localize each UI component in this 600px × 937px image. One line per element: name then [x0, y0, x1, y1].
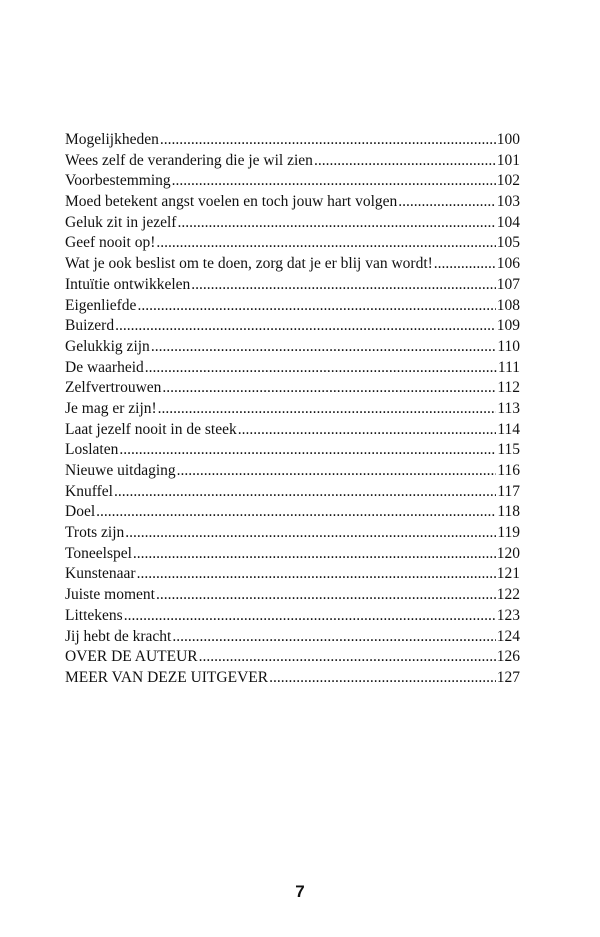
toc-entry-title: Gelukkig zijn	[65, 337, 150, 355]
toc-entry-title: Mogelijkheden	[65, 131, 159, 148]
toc-leader-dots	[96, 502, 496, 523]
toc-leader-dots	[158, 399, 497, 420]
toc-entry	[65, 337, 520, 358]
toc-entry-title: Eigenliefde	[65, 296, 137, 314]
toc-entry-page: 119	[497, 524, 520, 542]
toc-entry-title: Geluk zit in jezelf	[65, 213, 177, 231]
toc-entry-page: 107	[496, 275, 520, 293]
toc-entry	[65, 544, 520, 565]
toc-entry-page: 116	[497, 462, 520, 479]
toc-entry-title: Voorbestemming	[65, 172, 171, 190]
toc-entry-title: Kunstenaar	[65, 565, 136, 583]
toc-leader-dots	[172, 627, 495, 648]
toc-entry	[65, 171, 520, 192]
toc-leader-dots	[398, 192, 495, 213]
toc-entry-page: 127	[496, 668, 520, 686]
toc-leader-dots	[137, 296, 495, 317]
toc-entry-page: 109	[496, 317, 520, 335]
toc-leader-dots	[124, 606, 496, 627]
toc-entry-title: OVER DE AUTEUR	[65, 648, 198, 666]
toc-entry-title: Wat je ook beslist om te doen, zorg dat je er blij van wordt!	[65, 255, 433, 273]
toc-entry-page: 120	[496, 544, 520, 562]
toc-entry-title: Toneelspel	[65, 544, 132, 562]
toc-entry-title: Buizerd	[65, 317, 115, 335]
toc-entry-title: Trots zijn	[65, 524, 125, 542]
toc-leader-dots	[269, 668, 496, 689]
toc-entry	[65, 151, 520, 172]
toc-entry	[65, 627, 520, 648]
toc-entry	[65, 482, 520, 503]
toc-entry-page: 103	[496, 193, 520, 211]
toc-leader-dots	[151, 337, 497, 358]
toc-entry-title: Moed betekent angst voelen en toch jouw hart volgen	[65, 193, 398, 211]
toc-leader-dots	[314, 151, 496, 172]
page-number: 7	[295, 882, 305, 901]
toc-entry-page: 122	[496, 586, 520, 604]
toc-entry-page: 123	[496, 606, 520, 624]
toc-entry	[65, 378, 520, 399]
toc-entry-page: 110	[497, 337, 520, 355]
toc-entry-page: 117	[497, 482, 520, 500]
toc-entry	[65, 564, 520, 585]
toc-leader-dots	[162, 378, 496, 399]
toc-entry	[65, 130, 520, 151]
toc-entry-page: 100	[496, 131, 520, 148]
toc-entry-title: Zelfvertrouwen	[65, 379, 162, 397]
toc-entry-title: Nieuwe uitdaging	[65, 462, 176, 479]
toc-leader-dots	[114, 482, 496, 503]
toc-entry	[65, 192, 520, 213]
toc-leader-dots	[434, 254, 496, 275]
toc-leader-dots	[115, 316, 496, 337]
toc-entry-page: 118	[497, 503, 520, 521]
toc-entry	[65, 440, 520, 461]
toc-entry	[65, 358, 520, 379]
toc-entry-page: 126	[496, 648, 520, 666]
toc-entry	[65, 296, 520, 317]
toc-leader-dots	[133, 544, 496, 565]
toc-entry-title: Juiste moment	[65, 586, 155, 604]
toc-leader-dots	[156, 585, 496, 606]
toc-entry	[65, 420, 520, 441]
toc-entry-page: 106	[496, 255, 520, 273]
toc-entry-page: 111	[497, 358, 520, 376]
toc-entry-page: 112	[497, 379, 520, 397]
toc-entry	[65, 668, 520, 689]
toc-leader-dots	[160, 130, 496, 151]
toc-entry	[65, 275, 520, 296]
toc-entry-page: 104	[496, 213, 520, 231]
toc-entry-title: Doel	[65, 503, 96, 521]
toc-leader-dots	[145, 358, 497, 379]
toc-entry-title: De waarheid	[65, 358, 144, 376]
toc-leader-dots	[156, 233, 495, 254]
toc-entry	[65, 585, 520, 606]
toc-entry-page: 121	[496, 565, 520, 583]
toc-entry-page: 101	[496, 151, 520, 169]
toc-entry	[65, 254, 520, 275]
toc-leader-dots	[177, 461, 497, 482]
toc-leader-dots	[177, 213, 495, 234]
toc-leader-dots	[119, 440, 496, 461]
toc-entry	[65, 316, 520, 337]
toc-leader-dots	[137, 564, 496, 585]
toc-entry-page: 113	[497, 399, 520, 417]
toc-entry	[65, 461, 520, 482]
toc-entry-title: Intuïtie ontwikkelen	[65, 275, 191, 293]
toc-entry-title: Jij hebt de kracht	[65, 627, 172, 645]
toc-entry-title: Je mag er zijn!	[65, 399, 157, 417]
toc-entry	[65, 399, 520, 420]
toc-leader-dots	[172, 171, 496, 192]
toc-entry	[65, 606, 520, 627]
toc-leader-dots	[125, 523, 496, 544]
toc-entry	[65, 233, 520, 254]
toc-entry-title: Geef nooit op!	[65, 234, 156, 252]
toc-entry-title: Loslaten	[65, 441, 119, 459]
toc-entry-title: Littekens	[65, 606, 123, 624]
toc-leader-dots	[238, 420, 497, 441]
toc-entry-title: Laat jezelf nooit in de steek	[65, 420, 237, 438]
toc-entry-page: 115	[497, 441, 520, 459]
toc-entry-page: 102	[496, 172, 520, 190]
toc-entry-title: MEER VAN DEZE UITGEVER	[65, 668, 269, 686]
toc-entry-page: 105	[496, 234, 520, 252]
toc-entry	[65, 213, 520, 234]
toc-leader-dots	[199, 647, 496, 668]
toc-entry-title: Knuffel	[65, 482, 113, 500]
toc-entry	[65, 523, 520, 544]
toc-entry-page: 114	[497, 420, 520, 438]
toc-entry	[65, 647, 520, 668]
toc-leader-dots	[191, 275, 495, 296]
toc-entry-page: 124	[496, 627, 520, 645]
toc-entry-page: 108	[496, 296, 520, 314]
table-of-contents	[65, 130, 520, 689]
toc-entry-title: Wees zelf de verandering die je wil zien	[65, 151, 313, 169]
toc-entry	[65, 502, 520, 523]
